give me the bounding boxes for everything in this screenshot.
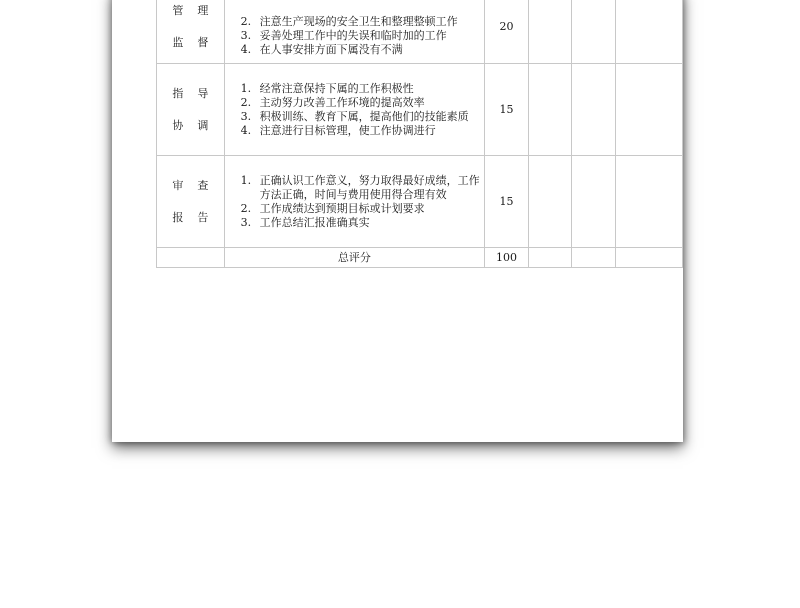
category-cell bbox=[157, 0, 225, 64]
empty-cell bbox=[572, 156, 615, 248]
score-cell: 15 bbox=[485, 64, 529, 156]
list-item: 2. 工作成绩达到预期目标或计划要求 bbox=[240, 201, 425, 215]
list-item: 2. 注意生产现场的安全卫生和整理整顿工作 bbox=[240, 15, 458, 28]
criteria-cell bbox=[224, 156, 484, 248]
total-score: 100 bbox=[485, 248, 529, 268]
category-label: 审查 bbox=[172, 178, 223, 192]
criteria-list bbox=[225, 82, 484, 138]
category-label: 监督 bbox=[172, 36, 223, 49]
empty-cell bbox=[528, 156, 571, 248]
table-row bbox=[157, 156, 683, 248]
empty-cell bbox=[157, 248, 225, 268]
list-item: 3. 工作总结汇报准确真实 bbox=[240, 215, 370, 229]
list-item: 3. 妥善处理工作中的失误和临时加的工作 bbox=[240, 29, 447, 42]
criteria-list bbox=[225, 174, 484, 230]
table-row bbox=[157, 64, 683, 156]
empty-cell bbox=[572, 0, 615, 64]
evaluation-table bbox=[156, 0, 683, 268]
empty-cell bbox=[572, 64, 615, 156]
list-item: 1. 经常注意保持下属的工作积极性 bbox=[240, 81, 414, 95]
criteria-cell bbox=[224, 64, 484, 156]
list-item: 4. 注意进行目标管理，使工作协调进行 bbox=[240, 123, 436, 137]
empty-cell bbox=[615, 0, 682, 64]
empty-cell bbox=[615, 156, 682, 248]
empty-cell bbox=[528, 248, 571, 268]
category-label: 协调 bbox=[172, 118, 223, 132]
list-item: 2. 主动努力改善工作环境的提高效率 bbox=[240, 95, 425, 109]
empty-cell bbox=[615, 64, 682, 156]
score-cell: 20 bbox=[485, 0, 529, 64]
score-cell: 15 bbox=[485, 156, 529, 248]
criteria-cell bbox=[224, 0, 484, 64]
list-item: 1. 正确认识工作意义，努力取得最好成绩，工作方法正确，时间与费用使用得合理有效 bbox=[240, 173, 480, 201]
table-row bbox=[157, 0, 683, 64]
list-item: 4. 在人事安排方面下属没有不满 bbox=[240, 43, 403, 56]
category-cell bbox=[157, 64, 225, 156]
category-cell bbox=[157, 156, 225, 248]
list-item: 3. 积极训练、教育下属，提高他们的技能素质 bbox=[240, 109, 469, 123]
table-row bbox=[157, 248, 683, 268]
empty-cell bbox=[528, 64, 571, 156]
total-label: 总评分 bbox=[224, 248, 484, 268]
document-page bbox=[112, 0, 683, 442]
empty-cell bbox=[572, 248, 615, 268]
category-label: 管理 bbox=[172, 4, 223, 17]
category-label: 报告 bbox=[172, 210, 223, 224]
empty-cell bbox=[615, 248, 682, 268]
empty-cell bbox=[528, 0, 571, 64]
category-label: 指导 bbox=[172, 86, 223, 100]
criteria-list bbox=[225, 15, 484, 57]
